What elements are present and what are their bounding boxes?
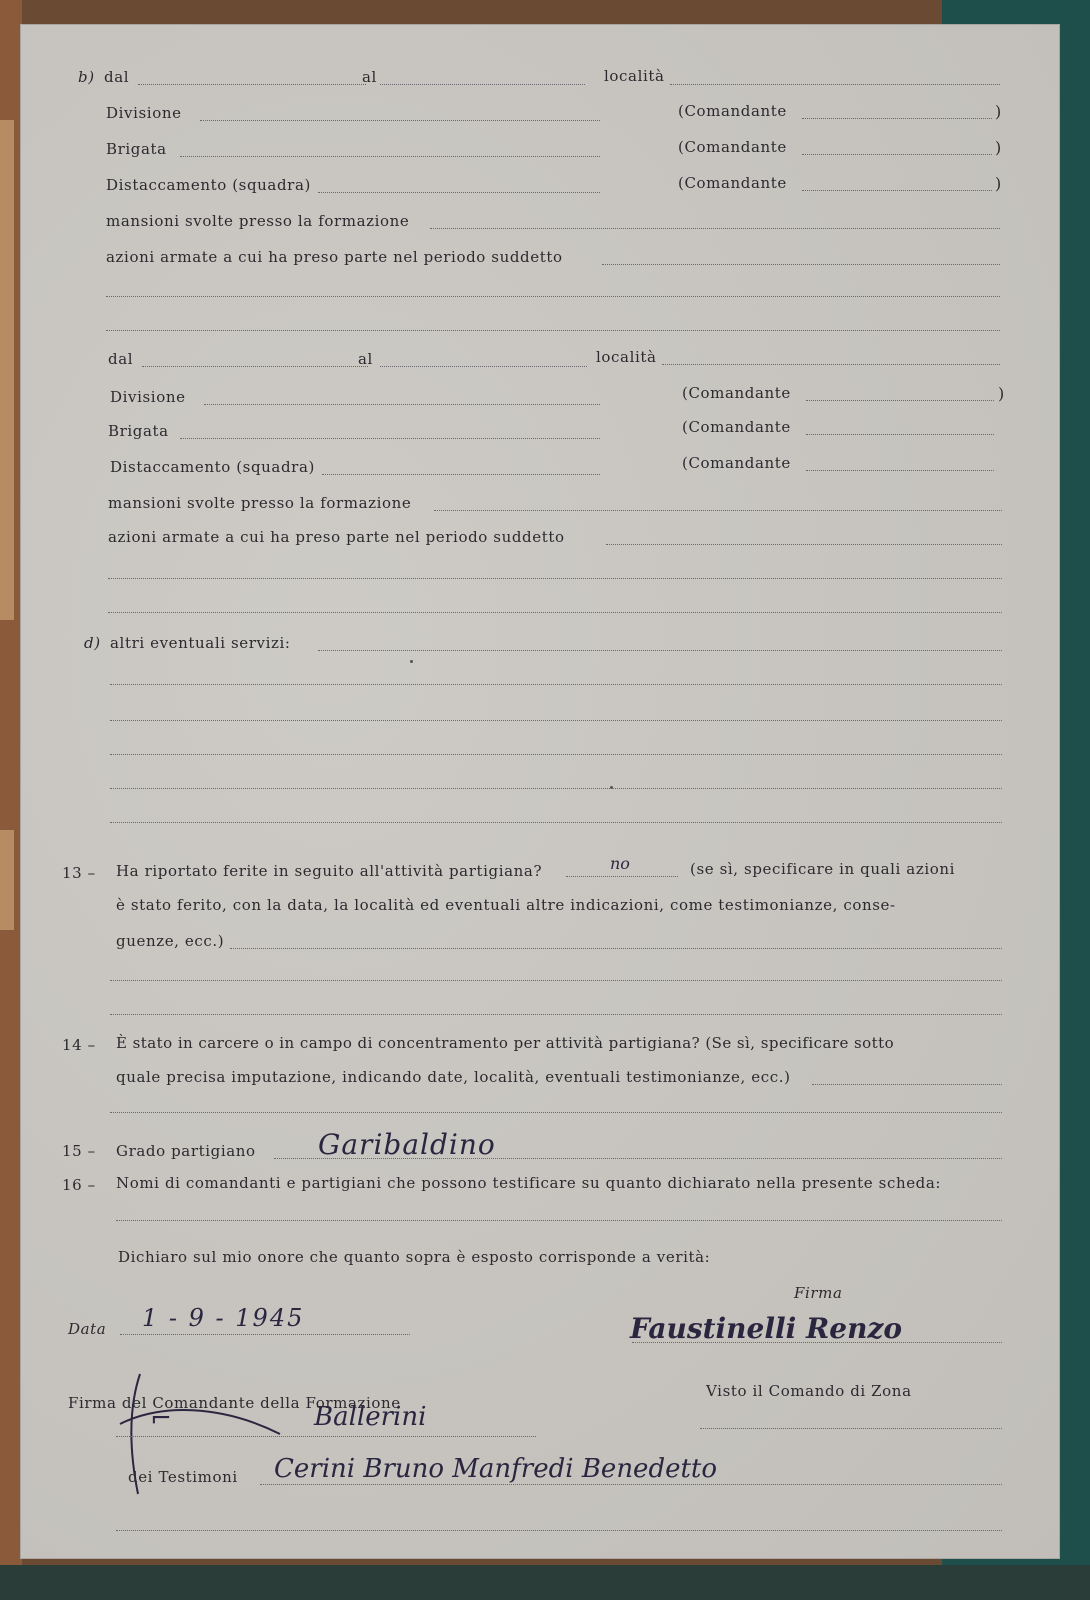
q14-question: È stato in carcere o in campo di concentramento per attività partigiana? (Se sì, specificare sotto: [116, 1034, 895, 1052]
section-b-letter: b): [78, 68, 95, 86]
q13-field[interactable]: [230, 948, 1002, 949]
blank-line[interactable]: [110, 980, 1002, 981]
firma-signature: Faustinelli Renzo: [630, 1312, 903, 1345]
blank-line[interactable]: [116, 1530, 1002, 1531]
comandante-field[interactable]: [806, 434, 994, 435]
blank-line[interactable]: [110, 1112, 1002, 1113]
close-paren: ): [995, 174, 1002, 193]
blank-line[interactable]: [108, 612, 1002, 613]
visto-label: Visto il Comando di Zona: [706, 1382, 912, 1400]
localita-label: località: [604, 67, 665, 85]
mansioni-field[interactable]: [430, 228, 1000, 229]
data-value: 1 - 9 - 1945: [142, 1304, 305, 1332]
localita-field[interactable]: [670, 84, 1000, 85]
comandante-field[interactable]: [802, 118, 992, 119]
azioni-field[interactable]: [602, 264, 1000, 265]
form-sheet: [20, 24, 1060, 1559]
comandante-field[interactable]: [116, 1436, 536, 1437]
blank-line[interactable]: [110, 754, 1002, 755]
dal-label: dal: [104, 68, 130, 86]
close-paren: ): [995, 102, 1002, 121]
q13-question-line2: è stato ferito, con la data, la località ed eventuali altre indicazioni, come testimonianze, conse-: [116, 896, 896, 914]
q16-label: Nomi di comandanti e partigiani che possono testificare su quanto dichiarato nella presente scheda:: [116, 1174, 942, 1192]
q13-answer: no: [610, 854, 630, 873]
divisione-label: Divisione: [106, 104, 182, 122]
blank-line[interactable]: [110, 822, 1002, 823]
visto-field[interactable]: [700, 1428, 1002, 1429]
brigata-field[interactable]: [180, 156, 600, 157]
q14-question-line2: quale precisa imputazione, indicando date, località, eventuali testimonianze, ecc.): [116, 1068, 791, 1086]
blank-line[interactable]: [110, 684, 1002, 685]
comandante-field[interactable]: [802, 154, 992, 155]
testimoni-field[interactable]: [260, 1484, 1002, 1485]
blank-line[interactable]: [110, 788, 1002, 789]
distaccamento-label: Distaccamento (squadra): [106, 176, 311, 194]
comandante-label: (Comandante: [678, 174, 787, 192]
comandante-signature-initial: ⌐: [150, 1404, 172, 1434]
divisione-label: Divisione: [110, 388, 186, 406]
azioni-label: azioni armate a cui ha preso parte nel periodo suddetto: [108, 528, 565, 546]
divisione-field[interactable]: [204, 404, 600, 405]
q13-question: Ha riportato ferite in seguito all'attività partigiana?: [116, 862, 543, 880]
distaccamento-field[interactable]: [322, 474, 600, 475]
q14-number: 14 –: [62, 1036, 96, 1054]
testimoni-signatures: Cerini Bruno Manfredi Benedetto: [274, 1454, 718, 1484]
comandante-field[interactable]: [802, 190, 992, 191]
firma-label: Firma: [794, 1284, 843, 1302]
dal-field[interactable]: [142, 366, 368, 367]
q16-field[interactable]: [116, 1220, 1002, 1221]
localita-label: località: [596, 348, 657, 366]
comandante-label: (Comandante: [682, 418, 791, 436]
folder-edge: [0, 830, 14, 930]
q14-field[interactable]: [812, 1084, 1002, 1085]
wooden-surface-left: [0, 0, 22, 1600]
altri-servizi-label: altri eventuali servizi:: [110, 634, 291, 652]
declaration-text: Dichiaro sul mio onore che quanto sopra è esposto corrisponde a verità:: [118, 1248, 711, 1266]
dal-label: dal: [108, 350, 134, 368]
comandante-label: (Comandante: [678, 138, 787, 156]
comandante-field[interactable]: [806, 470, 994, 471]
blank-line[interactable]: [110, 1014, 1002, 1015]
firma-field[interactable]: [632, 1342, 1002, 1343]
brigata-label: Brigata: [106, 140, 167, 158]
q13-question-tail: (se sì, specificare in quali azioni: [690, 860, 956, 878]
blank-line[interactable]: [106, 330, 1000, 331]
brigata-label: Brigata: [108, 422, 169, 440]
comandante-label: (Comandante: [682, 454, 791, 472]
q15-answer: Garibaldino: [318, 1128, 496, 1161]
close-paren: ): [998, 384, 1005, 403]
blank-line[interactable]: [108, 578, 1002, 579]
close-paren: ): [995, 138, 1002, 157]
ink-speck: [410, 660, 413, 663]
folder-edge: [0, 120, 14, 620]
firma-comandante-label: Firma del Comandante della Formazione: [68, 1394, 401, 1412]
altri-servizi-field[interactable]: [318, 650, 1002, 651]
divisione-field[interactable]: [200, 120, 600, 121]
q15-number: 15 –: [62, 1142, 96, 1160]
section-d-letter: d): [84, 634, 101, 652]
al-label: al: [362, 68, 377, 86]
q15-label: Grado partigiano: [116, 1142, 256, 1160]
blank-line[interactable]: [106, 296, 1000, 297]
blank-line[interactable]: [110, 720, 1002, 721]
distaccamento-label: Distaccamento (squadra): [110, 458, 315, 476]
mansioni-label: mansioni svolte presso la formazione: [106, 212, 410, 230]
q16-number: 16 –: [62, 1176, 96, 1194]
distaccamento-field[interactable]: [318, 192, 600, 193]
al-field[interactable]: [380, 366, 587, 367]
comandante-signature: Ballerini: [314, 1402, 427, 1432]
ink-speck: [610, 786, 613, 789]
comandante-label: (Comandante: [678, 102, 787, 120]
brigata-field[interactable]: [180, 438, 600, 439]
q13-answer-field[interactable]: [566, 876, 678, 877]
q13-question-line3: guenze, ecc.): [116, 932, 225, 950]
mansioni-field[interactable]: [434, 510, 1002, 511]
data-label: Data: [68, 1320, 107, 1338]
comandante-label: (Comandante: [682, 384, 791, 402]
q13-number: 13 –: [62, 864, 96, 882]
mansioni-label: mansioni svolte presso la formazione: [108, 494, 412, 512]
comandante-field[interactable]: [806, 400, 994, 401]
azioni-label: azioni armate a cui ha preso parte nel periodo suddetto: [106, 248, 563, 266]
background-bottom: [0, 1565, 1090, 1600]
data-field[interactable]: [120, 1334, 410, 1335]
al-label: al: [358, 350, 373, 368]
testimoni-label: dei Testimoni: [128, 1468, 238, 1486]
localita-field[interactable]: [662, 364, 1000, 365]
al-field[interactable]: [380, 84, 585, 85]
azioni-field[interactable]: [606, 544, 1002, 545]
dal-field[interactable]: [138, 84, 366, 85]
